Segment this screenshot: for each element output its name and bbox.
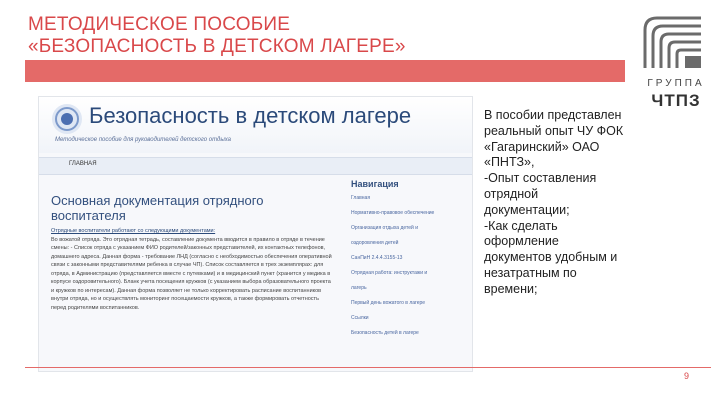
description-line: -Опыт составления — [484, 171, 597, 186]
slide-title-line-1: МЕТОДИЧЕСКОЕ ПОСОБИЕ — [28, 14, 291, 35]
site-top-nav — [39, 157, 472, 175]
nav-item[interactable]: Безопасность детей в лагере — [351, 330, 419, 336]
footer-divider — [25, 367, 711, 368]
nav-item[interactable]: Главная — [351, 195, 371, 201]
website-screenshot — [38, 96, 473, 372]
logo-emblem-icon — [637, 10, 711, 76]
navigation-sidebar — [347, 177, 465, 367]
nav-item[interactable]: Отрядная работа: инструктажи и — [351, 270, 428, 276]
site-header — [39, 97, 472, 153]
description-line: документов удобным и — [484, 250, 618, 265]
article-lead-link[interactable]: Отрядные воспитатели работают со следующими документами: — [51, 228, 216, 234]
nav-item[interactable]: Организация отдыха детей и — [351, 225, 418, 231]
site-logo-icon — [51, 103, 83, 135]
description-line: оформление — [484, 234, 559, 249]
slide-title-line-2: «БЕЗОПАСНОСТЬ В ДЕТСКОМ ЛАГЕРЕ» — [28, 36, 406, 57]
nav-item[interactable]: Нормативно-правовое обеспечение — [351, 210, 435, 216]
logo-group-label: ГРУППА — [647, 78, 705, 89]
site-subtitle: Методическое пособие для руководителей детского отдыха — [55, 137, 232, 143]
article-body — [51, 227, 333, 365]
description-line: времени; — [484, 281, 538, 296]
nav-item[interactable]: Ссылки — [351, 315, 369, 321]
description-line: реальный опыт ЧУ ФОК — [484, 123, 624, 138]
description-line: В пособии представлен — [484, 108, 622, 122]
nav-item[interactable]: лагерь — [351, 285, 367, 291]
description-line: -Как сделать — [484, 218, 558, 233]
navigation-list — [347, 195, 465, 336]
page-number: 9 — [684, 371, 690, 381]
slide-description — [484, 108, 634, 298]
title-accent-bar — [25, 60, 625, 82]
nav-item[interactable]: Первый день вожатого в лагере — [351, 300, 426, 306]
description-line: «Гагаринский» ОАО — [484, 139, 600, 154]
nav-item[interactable]: СанПиН 2.4.4.3155-13 — [351, 255, 403, 261]
description-line: документации; — [484, 202, 570, 217]
navigation-heading: Навигация — [351, 179, 399, 189]
article-heading: Основная документация отрядного воспитателя — [51, 193, 264, 223]
site-title: Безопасность в детском лагере — [89, 103, 412, 128]
nav-item[interactable]: оздоровления детей — [351, 240, 399, 246]
logo-company-label: ЧТПЗ — [651, 91, 701, 110]
nav-home-link[interactable]: ГЛАВНАЯ — [69, 161, 97, 167]
description-line: незатратным по — [484, 265, 577, 280]
slide-title — [28, 14, 588, 58]
description-line: «ПНТЗ», — [484, 155, 535, 170]
article-text: Во вожатой отряда. Это отрядная тетрадь, составление документа вводится в правило в отряде в течение смены: - Список отряда с указанием ФИО родителей/законных представителей, их контактных телефонов, домашнего адреса. Данная форма - требование ЛНД (согласно с необходимостью обеспечения оперативной связи с законными представителями ребенка в случае ЧП). Список составляется в трех экземплярах: для отряда, в Администрацию (представляется вместе с путевками) и в медицинский пункт (хранится у медика в корпусе оздоровительного). Бланк учета посещения кружков (с указанием выбора образовательного проекта и кружков по интересам). Данная форма позволяет не только корректировать расписание воспитанников внутри отряда, но и осуществлять мониторинг посещаемости кружков, а также формировать отчетность перед родителями воспитанников. — [51, 236, 332, 311]
description-line: отрядной — [484, 186, 539, 201]
